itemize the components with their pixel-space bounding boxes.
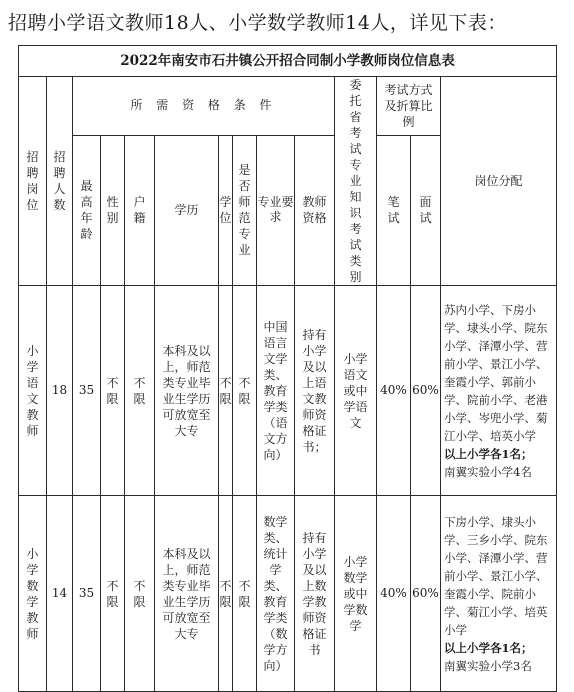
distribution-each: 以上小学各1名；: [444, 446, 533, 461]
cell-position: 小学数学教师: [19, 496, 47, 692]
header-interview: 面试: [411, 135, 441, 285]
cell-count: 18: [47, 286, 73, 496]
cell-hukou: 不限: [125, 496, 155, 692]
cell-distribution: [441, 496, 557, 692]
header-normal-major: 是否师范专业: [233, 135, 257, 285]
cell-degree: 不限: [219, 496, 233, 692]
cell-major: 数学类、统计学类、教育学类（数学方向）: [257, 496, 295, 692]
header-count: 招聘人数: [47, 77, 73, 286]
cell-normal-major: 不限: [233, 286, 257, 496]
distribution-schools: 苏内小学、下房小学、埭头小学、院东小学、泽潭小学、营前小学、景江小学、奎霞小学、郭前小学、院前小学、老港小学、岑兜小学、菊江小学、培英小学: [444, 302, 548, 443]
cell-degree: 不限: [219, 286, 233, 496]
cell-written: 40%: [377, 496, 411, 692]
header-hukou: 户籍: [125, 135, 155, 285]
distribution-each: 以上小学各1名；: [444, 640, 533, 655]
header-gender: 性别: [101, 135, 125, 285]
cell-education: 本科及以上，师范类专业毕业生学历可放宽至大专: [155, 286, 219, 496]
cell-education: 本科及以上，师范类专业毕业生学历可放宽至大专: [155, 496, 219, 692]
cell-written: 40%: [377, 286, 411, 496]
header-degree: 学位: [219, 135, 233, 285]
header-cert: 教师资格: [295, 135, 335, 285]
distribution-schools: 下房小学、埭头小学、三乡小学、院东小学、泽潭小学、营前小学、景江小学、奎霞小学、院前小学、菊江小学、培英小学: [444, 514, 548, 637]
distribution-extra: 南翼实验小学3名: [444, 658, 532, 673]
intro-text: 招聘小学语文教师18人、小学数学教师14人，详见下表：: [8, 12, 507, 34]
cell-commission: 小学语文或中学语文: [335, 286, 377, 496]
header-written: 笔试: [377, 135, 411, 285]
header-position: 招聘岗位: [19, 77, 47, 286]
header-education: 学历: [155, 135, 219, 285]
distribution-extra: 南翼实验小学4名: [444, 464, 532, 479]
cell-max-age: 35: [73, 496, 101, 692]
cell-interview: 60%: [411, 286, 441, 496]
cell-interview: 60%: [411, 496, 441, 692]
table-row: [19, 286, 557, 496]
cell-max-age: 35: [73, 286, 101, 496]
cell-major: 中国语言文学类、教育学类（语文方向）: [257, 286, 295, 496]
header-major: 专业要求: [257, 135, 295, 285]
cell-distribution: [441, 286, 557, 496]
header-distribution: 岗位分配: [441, 77, 557, 286]
cell-gender: 不限: [101, 286, 125, 496]
header-requirements: 所 需 资 格 条 件: [73, 77, 335, 136]
table-title: 2022年南安市石井镇公开招合同制小学教师岗位信息表: [19, 46, 557, 77]
cell-count: 14: [47, 496, 73, 692]
header-exam: 考试方式及折算比例: [377, 77, 441, 136]
cell-commission: 小学数学或中学数学: [335, 496, 377, 692]
header-max-age: 最高年龄: [73, 135, 101, 285]
recruitment-table: [18, 45, 557, 692]
cell-normal-major: 不限: [233, 496, 257, 692]
header-commission: 委托省考试专业知识考试类别: [335, 77, 377, 286]
cell-position: 小学语文教师: [19, 286, 47, 496]
cell-cert: 持有小学及以上数学教师资格证书: [295, 496, 335, 692]
cell-cert: 持有小学及以上语文教师资格证书；: [295, 286, 335, 496]
cell-gender: 不限: [101, 496, 125, 692]
table-row: [19, 496, 557, 692]
cell-hukou: 不限: [125, 286, 155, 496]
